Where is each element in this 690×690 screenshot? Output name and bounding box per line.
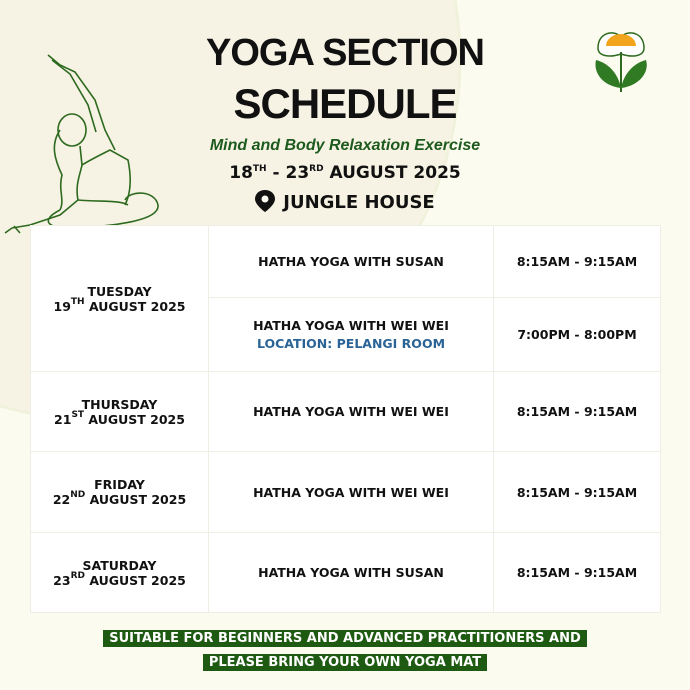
- table-row: [31, 372, 661, 452]
- class-cell: HATHA YOGA WITH WEI WEI LOCATION: PELANGI ROOM: [209, 298, 494, 372]
- day-cell: TUESDAY 19TH AUGUST 2025: [31, 226, 209, 372]
- footer-banner: [0, 627, 690, 675]
- table-row: [31, 226, 661, 298]
- time-cell: 8:15AM - 9:15AM: [494, 533, 661, 613]
- time-cell: 8:15AM - 9:15AM: [494, 452, 661, 533]
- class-cell: HATHA YOGA WITH SUSAN: [209, 226, 494, 298]
- day-cell: FRIDAY 22ND AUGUST 2025: [31, 452, 209, 533]
- day-cell: SATURDAY 23RD AUGUST 2025: [31, 533, 209, 613]
- table-row: [31, 533, 661, 613]
- footer-line-2: PLEASE BRING YOUR OWN YOGA MAT: [203, 654, 487, 671]
- time-cell: 8:15AM - 9:15AM: [494, 372, 661, 452]
- class-cell: HATHA YOGA WITH SUSAN: [209, 533, 494, 613]
- title-line-2: SCHEDULE: [233, 80, 457, 127]
- title-line-1: YOGA SECTION: [206, 32, 484, 74]
- date-range: 18TH - 23RD AUGUST 2025: [229, 163, 461, 183]
- subtitle: Mind and Body Relaxation Exercise: [209, 137, 481, 154]
- schedule-table: [30, 225, 661, 613]
- table-row: [31, 452, 661, 533]
- class-cell: HATHA YOGA WITH WEI WEI: [209, 372, 494, 452]
- time-cell: 8:15AM - 9:15AM: [494, 226, 661, 298]
- location-note: LOCATION: PELANGI ROOM: [256, 336, 446, 351]
- footer-line-1: SUITABLE FOR BEGINNERS AND ADVANCED PRACTITIONERS AND: [103, 630, 587, 647]
- venue: [0, 190, 690, 213]
- location-pin-icon: [255, 190, 275, 212]
- day-cell: THURSDAY 21ST AUGUST 2025: [31, 372, 209, 452]
- time-cell: 7:00PM - 8:00PM: [494, 298, 661, 372]
- class-cell: HATHA YOGA WITH WEI WEI: [209, 452, 494, 533]
- venue-name: JUNGLE HOUSE: [283, 192, 435, 213]
